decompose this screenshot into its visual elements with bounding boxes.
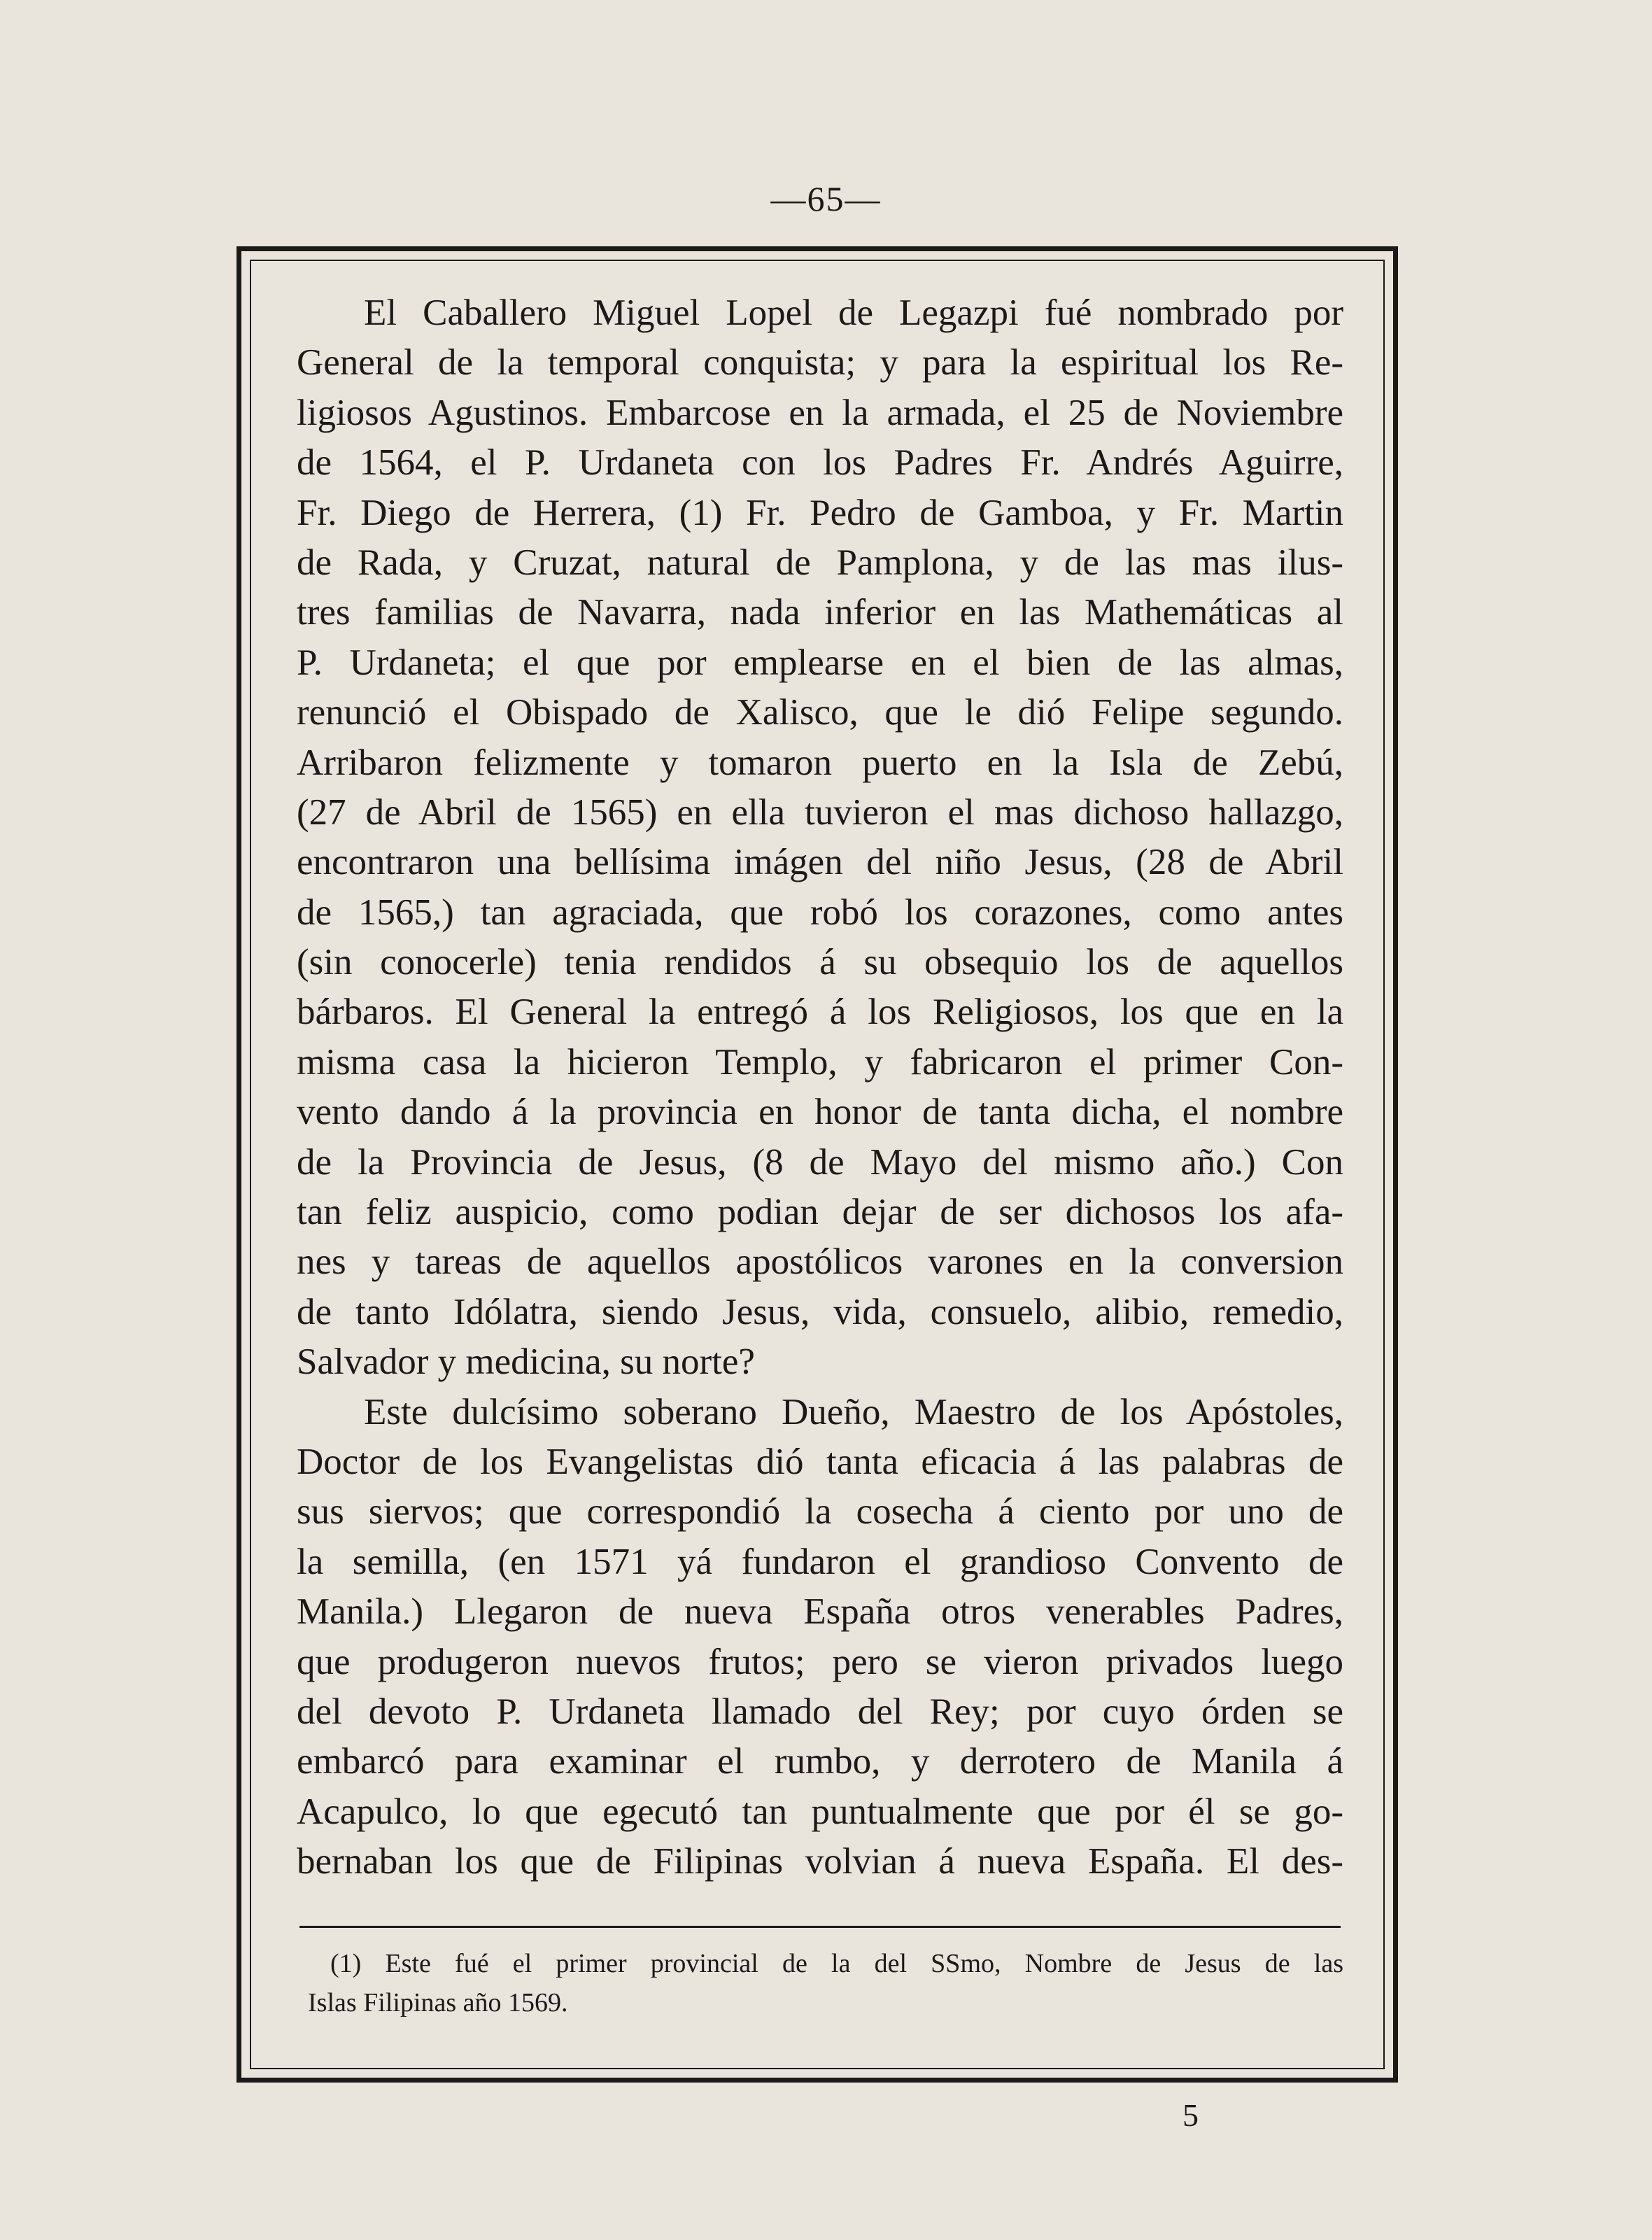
body-line: renunció el Obispado de Xalisco, que le dió Felipe segundo. [297, 692, 1343, 733]
body-line: del devoto P. Urdaneta llamado del Rey; por cuyo órden se [297, 1691, 1343, 1732]
body-line: sus siervos; que correspondió la cosecha á ciento por uno de [297, 1491, 1343, 1533]
body-line: El Caballero Miguel Lopel de Legazpi fué nombrado por [364, 293, 1343, 333]
body-line: Este dulcísimo soberano Dueño, Maestro de los Apóstoles, [364, 1391, 1343, 1432]
body-line: (27 de Abril de 1565) en ella tuvieron el mas dichoso hallazgo, [297, 791, 1343, 833]
body-line: que produgeron nuevos frutos; pero se vieron privados luego [297, 1641, 1343, 1682]
body-line: Salvador y medicina, su norte? [297, 1341, 755, 1383]
body-line: Manila.) Llegaron de nueva España otros venerables Padres, [297, 1591, 1343, 1633]
body-line: de tanto Idólatra, siendo Jesus, vida, consuelo, alibio, remedio, [297, 1291, 1343, 1332]
signature-mark: 5 [1182, 2097, 1199, 2133]
footnote-divider [299, 1926, 1341, 1928]
page-number: —65— [770, 179, 882, 218]
body-line: Fr. Diego de Herrera, (1) Fr. Pedro de Gamboa, y Fr. Martin [297, 492, 1343, 533]
footnote-line: (1) Este fué el primer provincial de la del SSmo, Nombre de Jesus de las [330, 1949, 1343, 1978]
body-line: encontraron una bellísima imágen del niño Jesus, (28 de Abril [297, 842, 1343, 883]
body-line: tan feliz auspicio, como podian dejar de ser dichosos los afa- [297, 1192, 1343, 1233]
body-line: de la Provincia de Jesus, (8 de Mayo del mismo año.) Con [297, 1141, 1343, 1183]
body-text [297, 288, 1343, 1887]
body-line: ligiosos Agustinos. Embarcose en la armada, el 25 de Noviembre [297, 392, 1343, 433]
body-line: vento dando á la provincia en honor de tanta dicha, el nombre [297, 1092, 1343, 1133]
body-line: embarcó para examinar el rumbo, y derrotero de Manila á [297, 1741, 1343, 1782]
body-line: la semilla, (en 1571 yá fundaron el grandioso Convento de [297, 1541, 1343, 1582]
body-line: Acapulco, lo que egecutó tan puntualmente que por él se go- [297, 1791, 1343, 1832]
footnote [308, 1944, 1343, 2022]
body-line: Doctor de los Evangelistas dió tanta eficacia á las palabras de [297, 1441, 1343, 1482]
body-line: de Rada, y Cruzat, natural de Pamplona, y de las mas ilus- [297, 542, 1343, 583]
body-line: bernaban los que de Filipinas volvian á nueva España. El des- [297, 1841, 1343, 1882]
body-line: misma casa la hicieron Templo, y fabricaron el primer Con- [297, 1041, 1343, 1083]
body-line: tres familias de Navarra, nada inferior en las Mathemáticas al [297, 592, 1343, 633]
body-line: bárbaros. El General la entregó á los Religiosos, los que en la [297, 992, 1343, 1033]
body-line: P. Urdaneta; el que por emplearse en el bien de las almas, [297, 642, 1343, 683]
body-line: nes y tareas de aquellos apostólicos varones en la conversion [297, 1241, 1343, 1283]
body-line: de 1564, el P. Urdaneta con los Padres Fr. Andrés Aguirre, [297, 442, 1343, 484]
body-line: de 1565,) tan agraciada, que robó los corazones, como antes [297, 892, 1343, 933]
body-line: (sin conocerle) tenia rendidos á su obsequio los de aquellos [297, 942, 1343, 983]
body-line: General de la temporal conquista; y para la espiritual los Re- [297, 342, 1343, 383]
body-line: Arribaron felizmente y tomaron puerto en la Isla de Zebú, [297, 742, 1343, 783]
footnote-line: Islas Filipinas año 1569. [308, 1988, 568, 2017]
